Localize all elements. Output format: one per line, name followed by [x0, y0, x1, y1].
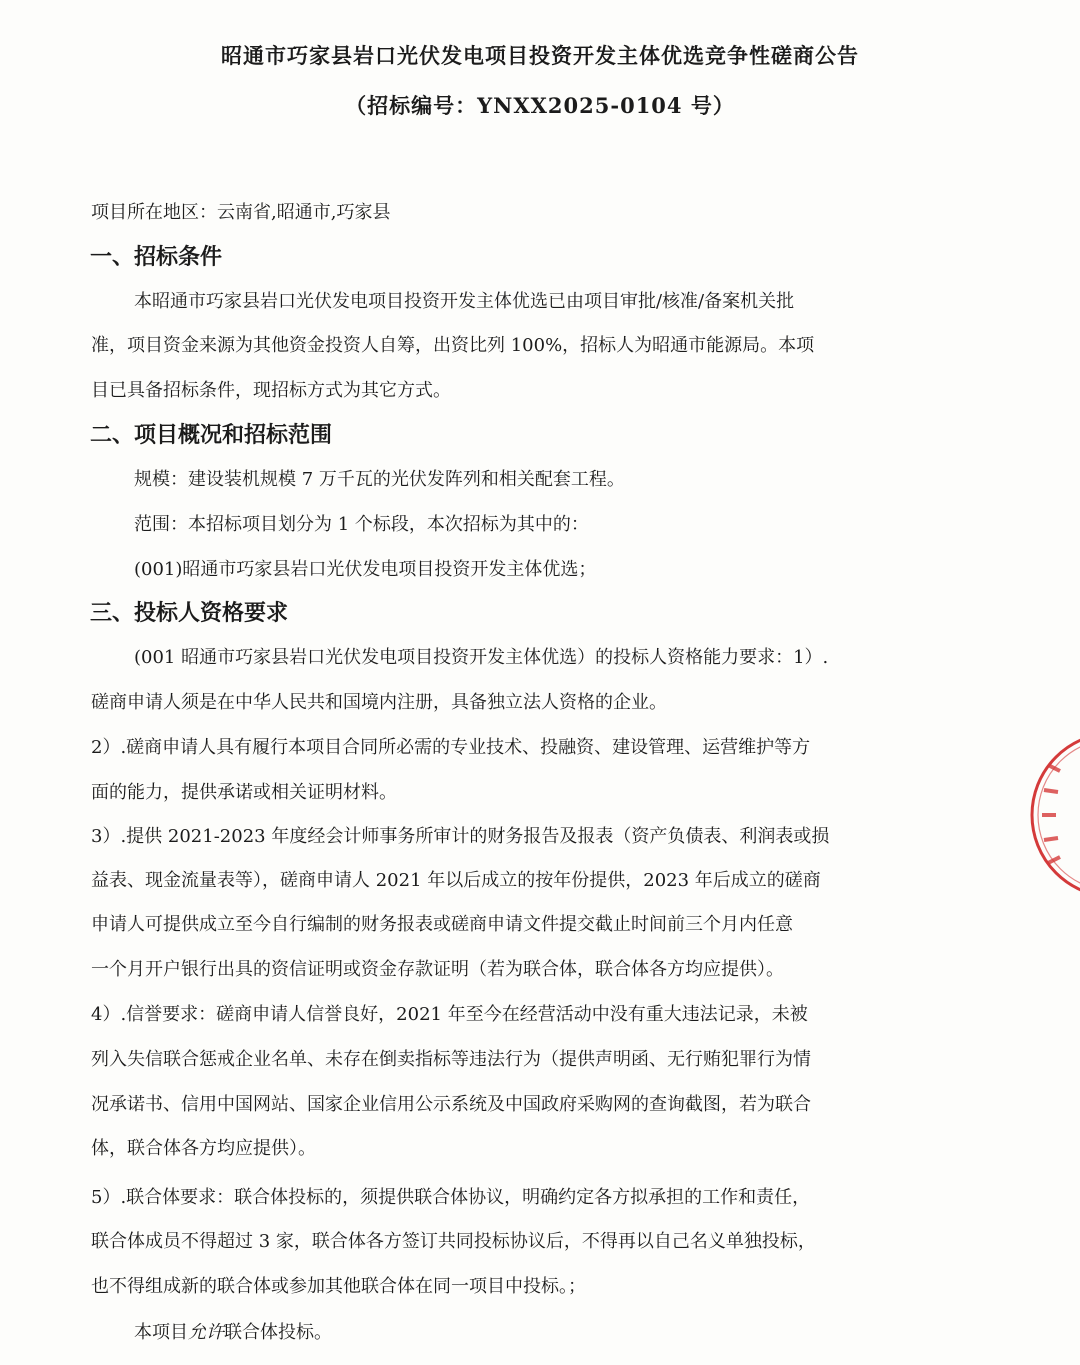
- red-seal-stamp: [1018, 735, 1080, 895]
- section-3-line-2: 磋商申请人须是在中华人民共和国境内注册，具备独立法人资格的企业。: [91, 692, 667, 713]
- section-3-line-12: 体，联合体各方均应提供）。: [91, 1138, 316, 1159]
- tender-code: （招标编号：YNXX2025-0104 号）: [345, 93, 735, 118]
- section-1-heading: 一、招标条件: [90, 244, 223, 270]
- section-3-line-13: 5）.联合体要求：联合体投标的，须提供联合体协议，明确约定各方拟承担的工作和责任，: [91, 1187, 811, 1208]
- consortium-allowed-word: 允许: [188, 1322, 224, 1343]
- section-1-line-2: 准，项目资金来源为其他资金投资人自筹，出资比列 100%，招标人为昭通市能源局。本项: [91, 335, 815, 356]
- consortium-prefix: 本项目: [134, 1322, 188, 1343]
- consortium-allowed-line: [134, 1318, 1034, 1344]
- section-2-scale: 规模：建设装机规模 7 万千瓦的光伏发阵列和相关配套工程。: [134, 469, 625, 490]
- section-3-line-11: 况承诺书、信用中国网站、国家企业信用公示系统及中国政府采购网的查询截图，若为联合: [91, 1094, 811, 1115]
- section-3-line-3: 2）.磋商申请人具有履行本项目合同所必需的专业技术、投融资、建设管理、运营维护等方: [91, 737, 811, 758]
- section-1-line-1: 本昭通市巧家县岩口光伏发电项目投资开发主体优选已由项目审批/核准/备案机关批: [134, 291, 795, 312]
- section-3-line-5: 3）.提供 2021-2023 年度经会计师事务所审计的财务报告及报表（资产负债表、利润表或损: [91, 826, 830, 847]
- section-3-line-8: 一个月开户银行出具的资信证明或资金存款证明（若为联合体，联合体各方均应提供）。: [91, 959, 784, 980]
- section-2-heading: 二、项目概况和招标范围: [90, 422, 333, 448]
- seal-icon: [1018, 735, 1080, 895]
- section-3-line-10: 列入失信联合惩戒企业名单、未存在倒卖指标等违法行为（提供声明函、无行贿犯罪行为情: [91, 1049, 811, 1070]
- consortium-suffix: 联合体投标。: [224, 1322, 332, 1343]
- section-1-line-3: 目已具备招标条件，现招标方式为其它方式。: [91, 380, 451, 401]
- section-2-lot: (001)昭通市巧家县岩口光伏发电项目投资开发主体优选；: [134, 559, 597, 580]
- section-3-line-1: (001 昭通市巧家县岩口光伏发电项目投资开发主体优选）的投标人资格能力要求：1）.: [134, 647, 829, 668]
- section-3-line-4: 面的能力，提供承诺或相关证明材料。: [91, 782, 397, 803]
- document-title: 昭通市巧家县岩口光伏发电项目投资开发主体优选竞争性磋商公告: [221, 43, 859, 68]
- section-3-line-14: 联合体成员不得超过 3 家，联合体各方签订共同投标协议后，不得再以自己名义单独投标，: [91, 1231, 816, 1252]
- project-location: 项目所在地区：云南省,昭通市,巧家县: [91, 202, 391, 223]
- section-3-line-6: 益表、现金流量表等），磋商申请人 2021 年以后成立的按年份提供，2023 年后成立的磋商: [91, 870, 821, 891]
- section-2-range: 范围：本招标项目划分为 1 个标段，本次招标为其中的：: [134, 514, 589, 535]
- section-3-heading: 三、投标人资格要求: [90, 600, 289, 626]
- section-3-line-15: 也不得组成新的联合体或参加其他联合体在同一项目中投标。；: [91, 1276, 586, 1297]
- section-3-line-7: 申请人可提供成立至今自行编制的财务报表或磋商申请文件提交截止时间前三个月内任意: [91, 914, 793, 935]
- section-3-line-9: 4）.信誉要求：磋商申请人信誉良好，2021 年至今在经营活动中没有重大违法记录，未被: [91, 1004, 808, 1025]
